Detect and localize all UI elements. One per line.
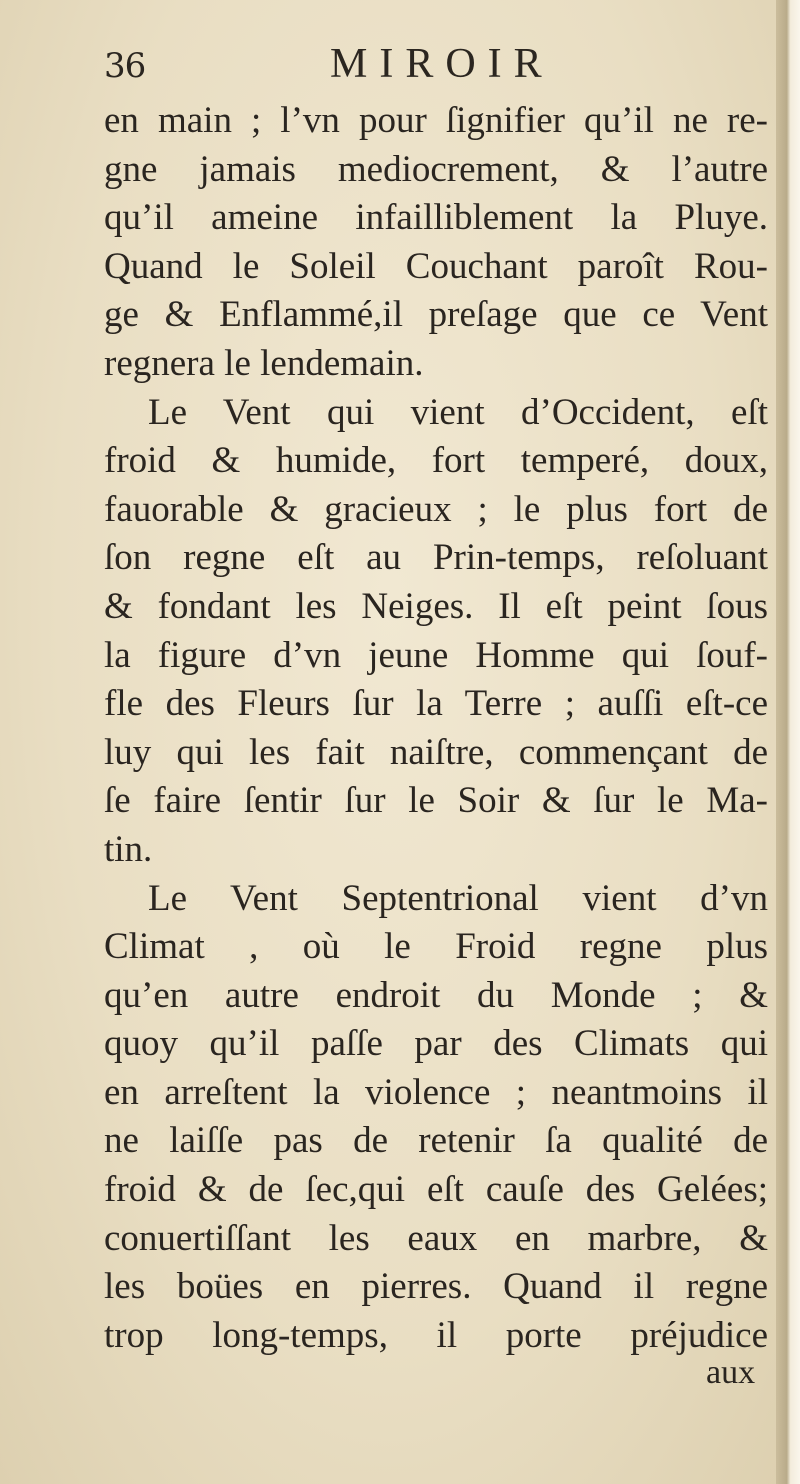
- text-line: Quand le Soleil Couchant paroît Rou-: [104, 245, 768, 287]
- text-line: qu’en autre endroit du Monde ; &: [104, 974, 768, 1016]
- page-edge: [776, 0, 800, 1484]
- page-number: 36: [104, 46, 146, 86]
- text-line: Climat , où le Froid regne plus: [104, 926, 768, 968]
- text-line: froid & humide, fort temperé, doux,: [104, 440, 768, 482]
- text-line: en arreſtent la violence ; neantmoins il: [104, 1071, 768, 1113]
- text-line: & fondant les Neiges. Il eſt peint ſous: [104, 585, 768, 627]
- text-line: ge & Enflammé,il preſage que ce Vent: [104, 294, 768, 336]
- text-line: fle des Fleurs ſur la Terre ; auſſi eſt-ce: [104, 683, 768, 725]
- text-line: tin.: [104, 828, 153, 870]
- text-line: la figure d’vn jeune Homme qui ſouf-: [104, 634, 768, 676]
- text-line: luy qui les fait naiſtre, commençant de: [104, 731, 768, 773]
- text-line: froid & de ſec,qui eſt cauſe des Gelées;: [104, 1169, 768, 1211]
- text-line: ſon regne eſt au Prin-temps, reſoluant: [104, 537, 768, 579]
- text-line: ne laiſſe pas de retenir ſa qualité de: [104, 1120, 768, 1162]
- text-line: regnera le lendemain.: [104, 342, 424, 384]
- text-line: les boües en pierres. Quand il regne: [104, 1266, 768, 1308]
- text-line: qu’il ameine infailliblement la Pluye.: [104, 197, 768, 239]
- text-line: gne jamais mediocrement, & l’autre: [104, 148, 768, 190]
- text-line: ſe faire ſentir ſur le Soir & ſur le Ma-: [104, 780, 768, 822]
- text-line: en main ; l’vn pour ſignifier qu’il ne re-: [104, 100, 768, 141]
- text-line: trop long-temps, il porte préjudice: [104, 1314, 768, 1356]
- body-text: [104, 97, 768, 1360]
- text-line: fauorable & gracieux ; le plus fort de: [104, 488, 768, 530]
- running-title: MIROIR: [330, 41, 554, 87]
- page-header: [104, 40, 664, 100]
- text-line: conuertiſſant les eaux en marbre, &: [104, 1217, 768, 1259]
- catchword: aux: [706, 1354, 756, 1391]
- text-line: quoy qu’il paſſe par des Climats qui: [104, 1023, 768, 1065]
- paragraph-start-line: Le Vent qui vient d’Occident, eſt: [148, 391, 768, 433]
- paragraph-start-line: Le Vent Septentrional vient d’vn: [148, 877, 768, 919]
